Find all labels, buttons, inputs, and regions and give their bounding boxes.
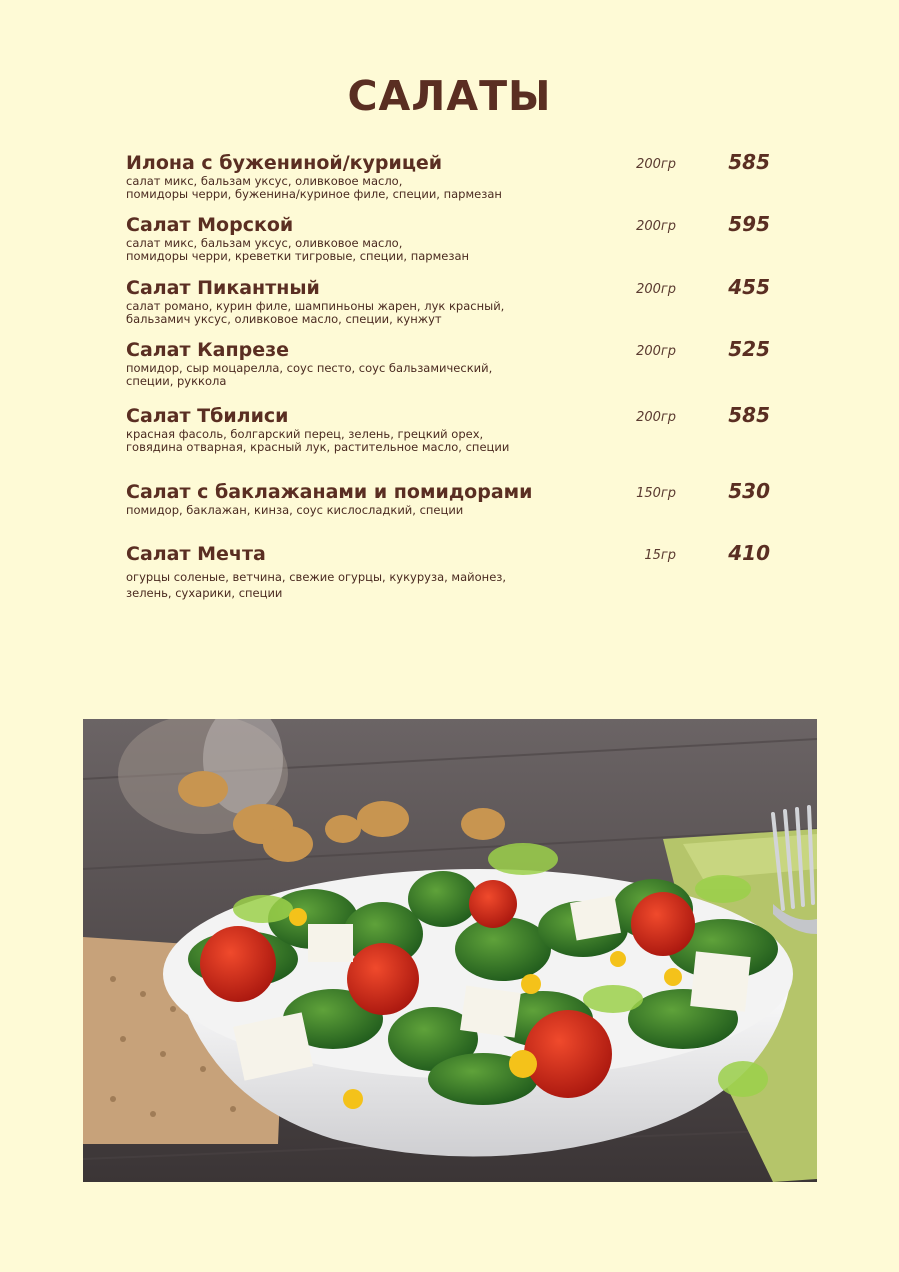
page-title: САЛАТЫ [347,72,552,120]
item-weight: 200гр [636,282,676,297]
item-weight: 200гр [636,219,676,234]
item-name: Салат Морской [126,214,294,236]
salad-bowl-photo [83,719,817,1182]
item-description: помидор, баклажан, кинза, соус кислосладкий, специи [126,503,464,517]
item-price: 585 [728,150,770,174]
item-weight: 200гр [636,157,676,172]
item-price: 525 [728,337,770,361]
item-price: 530 [728,479,770,503]
item-description: салат микс, бальзам уксус, оливковое масло, помидоры черри, буженина/куриное филе, специи, пармезан [126,174,502,201]
item-weight: 15гр [644,548,676,563]
item-weight: 200гр [636,410,676,425]
item-weight: 150гр [636,486,676,501]
item-price: 410 [728,541,770,565]
item-name: Салат Тбилиси [126,405,289,427]
item-name: Салат с баклажанами и помидорами [126,481,533,503]
item-description: красная фасоль, болгарский перец, зелень, грецкий орех, говядина отварная, красный лук, растительное масло, специи [126,427,510,454]
menu-item [126,339,786,388]
item-description: салат микс, бальзам уксус, оливковое масло, помидоры черри, креветки тигровые, специи, пармезан [126,236,470,263]
menu-item [126,277,786,326]
item-price: 595 [728,212,770,236]
menu-item [126,481,786,517]
item-description: салат романо, курин филе, шампиньоны жарен, лук красный, бальзамич уксус, оливковое масло, специи, кунжут [126,299,505,326]
item-weight: 200гр [636,344,676,359]
item-description: огурцы соленые, ветчина, свежие огурцы, кукуруза, майонез, зелень, сухарики, специи [126,570,507,600]
menu-item [126,152,786,201]
item-description: помидор, сыр моцарелла, соус песто, соус бальзамический, специи, руккола [126,361,493,388]
menu-item [126,214,786,263]
item-price: 455 [728,275,770,299]
item-name: Салат Мечта [126,543,266,565]
menu-item [126,543,786,601]
menu-item [126,405,786,454]
item-name: Салат Пикантный [126,277,320,299]
item-price: 585 [728,403,770,427]
item-name: Салат Капрезе [126,339,290,361]
item-name: Илона с бужениной/курицей [126,152,443,174]
